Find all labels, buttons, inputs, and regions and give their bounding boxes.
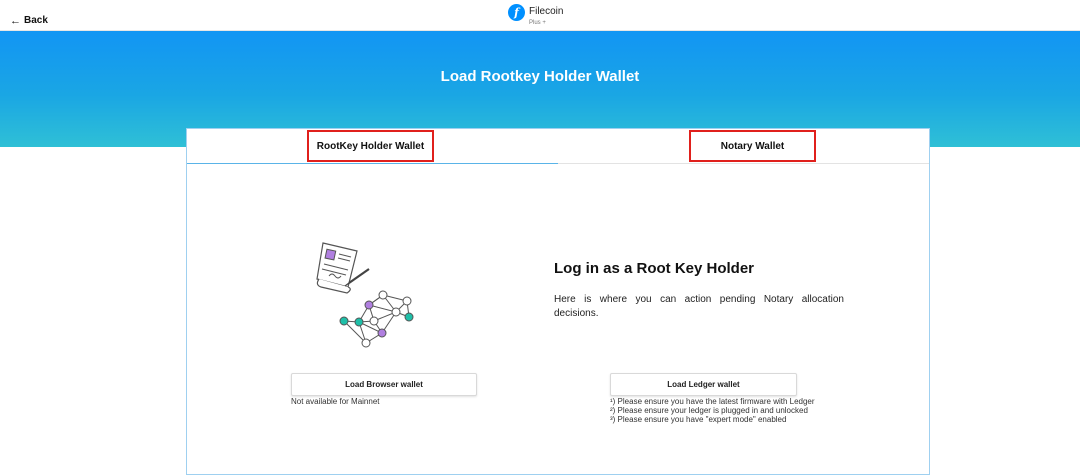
page-title: Load Rootkey Holder Wallet [440,68,640,85]
wallet-tabs [187,129,929,164]
ledger-wallet-notes [610,397,815,424]
browser-wallet-note: Not available for Mainnet [291,397,380,406]
load-ledger-wallet-button[interactable]: Load Ledger wallet [610,373,797,396]
back-label: Back [24,15,48,26]
ledger-note-item: ³) Please ensure you have "expert mode" enabled [610,415,787,424]
brand-logo [508,4,564,26]
top-bar [0,0,1080,31]
arrow-left-icon: ← [10,14,21,27]
brand-name: Filecoin [529,6,564,17]
wallet-card [186,128,930,475]
filecoin-logo-icon: f [508,4,525,21]
ledger-note-item: ²) Please ensure your ledger is plugged in and unlocked [610,406,808,415]
login-description: Here is where you can action pending Notary allocation decisions. [554,294,844,319]
tab-notary-wallet[interactable] [558,129,929,164]
tab-rootkey-label: RootKey Holder Wallet [307,130,434,162]
load-browser-wallet-button[interactable]: Load Browser wallet [291,373,477,396]
ledger-note-item: ¹) Please ensure you have the latest firmware with Ledger [610,397,815,406]
login-title: Log in as a Root Key Holder [554,260,755,277]
network-document-illustration-icon [311,239,436,354]
tab-notary-label: Notary Wallet [689,130,816,162]
brand-sub: Plus + [529,20,546,26]
back-button[interactable] [10,15,48,26]
tab-rootkey-holder-wallet[interactable] [187,129,558,164]
document-icon [317,243,369,293]
